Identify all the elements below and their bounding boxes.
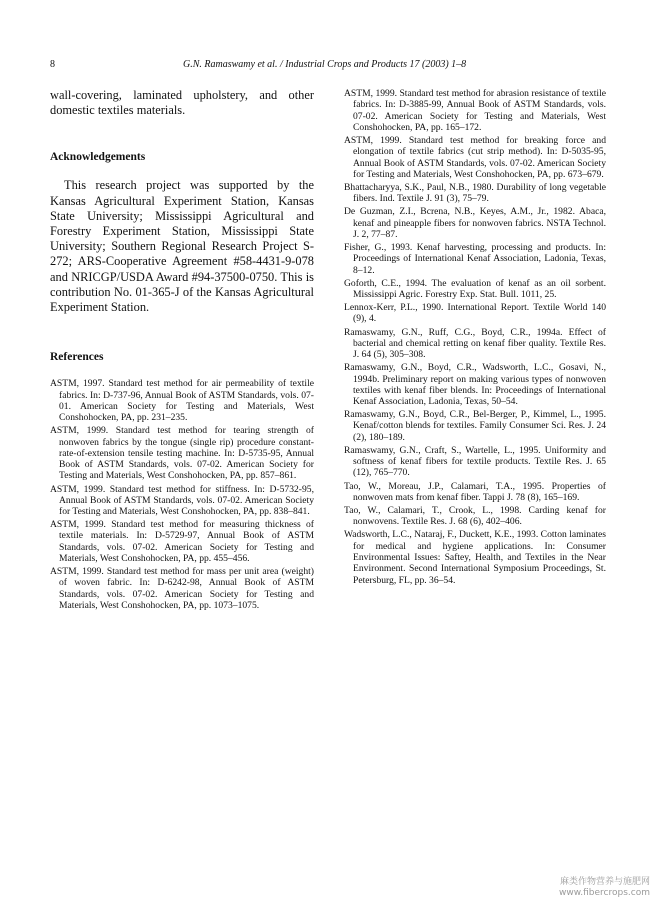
running-title: G.N. Ramaswamy et al. / Industrial Crops and Products 17 (2003) 1–8 bbox=[183, 59, 467, 70]
page-number: 8 bbox=[50, 59, 55, 70]
reference-item: Ramaswamy, G.N., Boyd, C.R., Bel-Berger, P., Kimmel, L., 1995. Kenaf/cotton blends for textiles. Family Consumer Sci. Res. J. 24 (2), 180–189. bbox=[344, 409, 606, 443]
reference-item: Fisher, G., 1993. Kenaf harvesting, processing and products. In: Proceedings of International Kenaf Association, Ladonia, Texas, 8–12. bbox=[344, 242, 606, 276]
intro-paragraph: wall-covering, laminated upholstery, and other domestic textiles materials. bbox=[50, 88, 314, 118]
watermark bbox=[559, 877, 650, 899]
left-column bbox=[50, 88, 314, 613]
watermark-site-name: 麻类作物营养与施肥网 bbox=[559, 877, 650, 887]
reference-item: ASTM, 1999. Standard test method for abrasion resistance of textile fabrics. In: D-3885-99, Annual Book of ASTM Standards, vols. 07-02. American Society for Testing and Materials, West Conshohocken, PA, pp. 165–172. bbox=[344, 88, 606, 133]
reference-item: Wadsworth, L.C., Nataraj, F., Duckett, K.E., 1993. Cotton laminates for medical and hygiene applications. In: Consumer Environmental Issues: Saftey, Health, and Textiles in the Near Environment. Second International Symposium Proceedings, St. Petersburg, FL, pp. 36–54. bbox=[344, 529, 606, 586]
reference-item: De Guzman, Z.I., Bcrena, N.B., Keyes, A.M., Jr., 1982. Abaca, kenaf and pineapple fibers for nonwoven fabrics. NSTA Technol. J. 2, 77–87. bbox=[344, 206, 606, 240]
reference-item: Ramaswamy, G.N., Ruff, C.G., Boyd, C.R., 1994a. Effect of bacterial and chemical retting on kenaf fiber quality. Textile Res. J. 64 (5), 305–308. bbox=[344, 326, 606, 361]
reference-item: ASTM, 1999. Standard test method for measuring thickness of textile materials. In: D-5729-97, Annual Book of ASTM Standards, vols. 07-02. American Society for Testing and Materials, West Conshohocken, PA, pp. 455–456. bbox=[50, 519, 314, 565]
reference-item: Ramaswamy, G.N., Craft, S., Wartelle, L., 1995. Uniformity and softness of kenaf fibers for textile products. Textile Res. J. 65 (12), 765–770. bbox=[344, 444, 606, 479]
watermark-url: www.fibercrops.com bbox=[559, 888, 650, 898]
right-column bbox=[344, 88, 606, 588]
acknowledgements-heading: Acknowledgements bbox=[50, 151, 146, 164]
reference-item: Bhattacharyya, S.K., Paul, N.B., 1980. Durability of long vegetable fibers. Ind. Textile J. 91 (3), 75–79. bbox=[344, 181, 606, 205]
references-list-right bbox=[344, 88, 606, 586]
references-list-left bbox=[50, 378, 314, 611]
reference-item: Goforth, C.E., 1994. The evaluation of kenaf as an oil sorbent. Mississippi Agric. Forestry Exp. Stat. Bull. 1011, 25. bbox=[344, 277, 606, 301]
references-heading: References bbox=[50, 351, 104, 364]
acknowledgements-paragraph: This research project was supported by the Kansas Agricultural Experiment Station, Kansas State University; Mississippi Agricultural and Forestry Experiment Station, Mississippi State University; Southern Regional Research Project S-272; ARS-Cooperative Agreement #58-4431-9-078 and NRICGP/USDA Award #94-37500-0750. This is contribution No. 01-365-J of the Kansas Agricultural Experiment Station. bbox=[50, 178, 314, 315]
reference-item: Tao, W., Calamari, T., Crook, L., 1998. Carding kenaf for nonwovens. Textile Res. J. 68 (6), 402–406. bbox=[344, 504, 606, 528]
reference-item: Tao, W., Moreau, J.P., Calamari, T.A., 1995. Properties of nonwoven mats from kenaf fiber. Tappi J. 78 (8), 165–169. bbox=[344, 480, 606, 503]
reference-item: ASTM, 1999. Standard test method for breaking force and elongation of textile fabrics (cut strip method). In: D-5035-95, Annual Book of ASTM Standards, vols. 07-02. American Society for Testing and Materials, West Conshohocken, PA, pp. 673–679. bbox=[344, 134, 606, 180]
reference-item: ASTM, 1999. Standard test method for stiffness. In: D-5732-95, Annual Book of ASTM Standards, vols. 07-02. American Society for Testing and Materials, West Conshohocken, PA, pp. 838–841. bbox=[50, 483, 314, 518]
reference-item: ASTM, 1999. Standard test method for tearing strength of nonwoven fabrics by the tongue (single rip) procedure constant-rate-of-extension tensile testing machine. In: D-5735-95, Annual Book of ASTM Standards, vols. 07-02. American Society for Testing and Materials, West Conshohocken, PA, pp. 857–861. bbox=[50, 425, 314, 482]
reference-item: ASTM, 1999. Standard test method for mass per unit area (weight) of woven fabric. In: D-6242-98, Annual Book of ASTM Standards, vols. 07-02. American Society for Testing and Materials, West Conshohocken, PA, pp. 1073–1075. bbox=[50, 566, 314, 612]
reference-item: Ramaswamy, G.N., Boyd, C.R., Wadsworth, L.C., Gosavi, N., 1994b. Preliminary report on making various types of nonwoven textiles with kenaf fiber blends. In: Proceedings of International Kenaf Association, Ladonia, Texas, 50–54. bbox=[344, 362, 606, 408]
reference-item: Lennox-Kerr, P.L., 1990. International Report. Textile World 140 (9), 4. bbox=[344, 302, 606, 325]
reference-item: ASTM, 1997. Standard test method for air permeability of textile fabrics. In: D-737-96, Annual Book of ASTM Standards, vols. 07-01. American Society for Testing and Materials, West Conshohocken, PA, pp. 231–235. bbox=[50, 378, 314, 424]
